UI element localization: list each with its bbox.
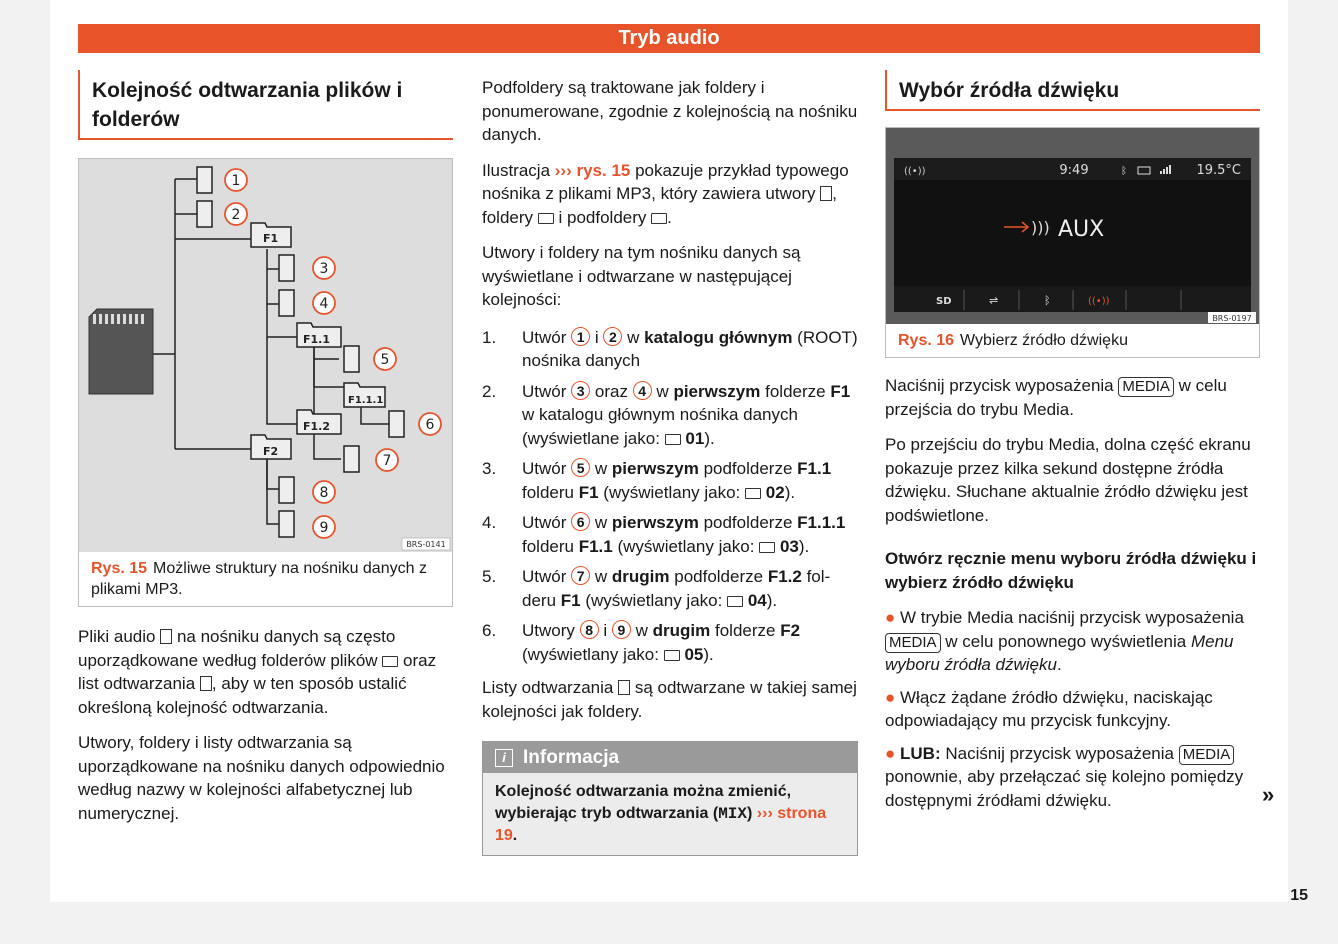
sd-icon: SD [936, 296, 952, 307]
svg-text:1: 1 [231, 173, 241, 189]
column-3 [885, 70, 1260, 812]
info-box [482, 741, 858, 856]
order-list [482, 326, 858, 667]
page-number: 15 [1290, 887, 1308, 904]
caption-15: Rys. 15 Możliwe struktury na nośniku danych z plikami MP3. [91, 560, 427, 598]
aux-source-icon: ((•)) [1088, 296, 1110, 307]
svg-text:6: 6 [425, 417, 435, 433]
aux-waves: ))) [1031, 218, 1050, 237]
track-icon [820, 186, 832, 201]
section-header: Tryb audio [78, 24, 1260, 53]
column-2 [482, 76, 858, 856]
subheading-manual: Otwórz ręcznie menu wyboru źródła dźwięku i wybierz źródło dźwięku [885, 549, 1257, 592]
info-icon: i [495, 749, 513, 767]
signal-icon: ((•)) [904, 166, 926, 177]
list-item: 2. Utwór 3 oraz 4 w pierwszym folderze F1 w katalogu głównym nośnika danych (wyświetlane jako: 01). [482, 381, 851, 448]
list-item: 4. Utwór 6 w pierwszym podfolderze F1.1.1 folderu F1.1 (wyświetlany jako: 03). [482, 513, 846, 556]
bullet-2: ● Włącz żądane źródło dźwięku, naciskając odpowiadający mu przycisk funkcyjny. [885, 687, 1213, 730]
svg-text:2: 2 [231, 207, 241, 223]
caption-16: Rys. 16 Wybierz źródło dźwięku [898, 332, 1128, 349]
subfolder-icon [651, 213, 667, 224]
info-body: Kolejność odtwarzania można zmienić, wybierając tryb odtwarzania (MIX) ››› strona 19. [483, 773, 857, 855]
heading-source-select: Wybór źródła dźwięku [885, 70, 1260, 111]
label-f1: F1 [263, 232, 279, 245]
paragraph-sorting: Utwory, foldery i listy odtwarzania są uporządkowane na nośniku danych odpowiednio według nazwy w kolejności alfabetycznej lub numerycznej. [78, 733, 445, 823]
paragraph-order-intro: Utwory i foldery na tym nośniku danych są wyświetlane i odtwarzane w następującej kolejności: [482, 243, 801, 309]
list-item: 5. Utwór 7 w drugim podfolderze F1.2 fol-deru F1 (wyświetlany jako: 04). [482, 567, 831, 610]
paragraph-press-media: Naciśnij przycisk wyposażenia MEDIA w celu przejścia do trybu Media. [885, 376, 1227, 419]
heading-playback-order: Kolejność odtwarzania plików i folderów [78, 70, 453, 140]
bluetooth-icon: ᛒ [1121, 166, 1127, 177]
sd-card-icon [89, 309, 153, 394]
label-f2: F2 [263, 445, 279, 458]
paragraph-subfolders: Podfoldery są traktowane jak foldery i ponumerowane, zgodnie z kolejnością na nośniku danych. [482, 78, 858, 144]
audio-file-icon [160, 629, 172, 644]
svg-text:3: 3 [319, 261, 329, 277]
label-f1-1: F1.1 [303, 333, 331, 346]
media-key: MEDIA [1118, 377, 1174, 397]
link-page19[interactable]: ››› strona 19 [495, 805, 827, 844]
info-header: i Informacja [483, 742, 857, 773]
svg-text:7: 7 [382, 453, 392, 469]
paragraph-media-mode: Po przejściu do trybu Media, dolna część ekranu pokazuje przez kilka sekund dostępne źródła dźwięku. Słuchane aktualnie źródło dźwięku jest podświetlone. [885, 435, 1251, 525]
list-item: 1. Utwór 1 i 2 w katalogu głównym (ROOT) nośnika danych [482, 327, 858, 370]
bullet-1: ● W trybie Media naciśnij przycisk wyposażenia MEDIA w celu ponownego wyświetlenia Menu wyboru źródła dźwięku. [885, 608, 1244, 674]
link-fig15[interactable]: ››› rys. 15 [554, 160, 631, 180]
source-label: AUX [1058, 217, 1105, 242]
svg-text:9:49: 9:49 [1059, 163, 1089, 178]
label-f1-2: F1.2 [303, 420, 331, 433]
folder-tree-diagram [79, 159, 452, 552]
playlist-icon [200, 676, 212, 691]
figure-15 [78, 158, 453, 607]
infotainment-screen [886, 128, 1259, 324]
figure-code: BRS-0141 [406, 540, 446, 549]
folder-icon [538, 213, 554, 224]
label-f1-1-1: F1.1.1 [348, 395, 384, 406]
paragraph-audio-files: Pliki audio na nośniku danych są często uporządkowane według folderów plików oraz list odtwarzania , aby w ten sposób ustalić określoną kolejność odtwarzania. [78, 627, 437, 717]
svg-text:5: 5 [380, 352, 390, 368]
usb-icon: ⇌ [989, 294, 999, 307]
playlist-icon [618, 680, 630, 695]
svg-text:BRS-0197: BRS-0197 [1212, 314, 1252, 323]
folder-icon [382, 656, 398, 667]
bt-source-icon: ᛒ [1044, 294, 1051, 307]
svg-text:9: 9 [319, 520, 329, 536]
list-item: 3. Utwór 5 w pierwszym podfolderze F1.1 folderu F1 (wyświetlany jako: 02). [482, 459, 832, 502]
bullet-3: ● LUB: Naciśnij przycisk wyposażenia MEDIA ponownie, aby przełączać się kolejno pomiędzy dostępnymi źródłami dźwięku. [885, 743, 1244, 810]
continue-arrow: » [1262, 782, 1275, 807]
svg-text:4: 4 [319, 296, 329, 312]
paragraph-playlists: Listy odtwarzania są odtwarzane w takiej samej kolejności jak foldery. [482, 678, 857, 721]
paragraph-illustration: Ilustracja ››› rys. 15 pokazuje przykład typowego nośnika z plikami MP3, który zawiera utwory , foldery i podfoldery . [482, 160, 849, 227]
figure-16 [885, 127, 1260, 358]
column-1 [78, 70, 453, 825]
svg-text:19.5°C: 19.5°C [1196, 163, 1241, 178]
list-item: 6. Utwory 8 i 9 w drugim folderze F2 (wyświetlany jako: 05). [482, 621, 801, 664]
svg-text:8: 8 [319, 485, 329, 501]
